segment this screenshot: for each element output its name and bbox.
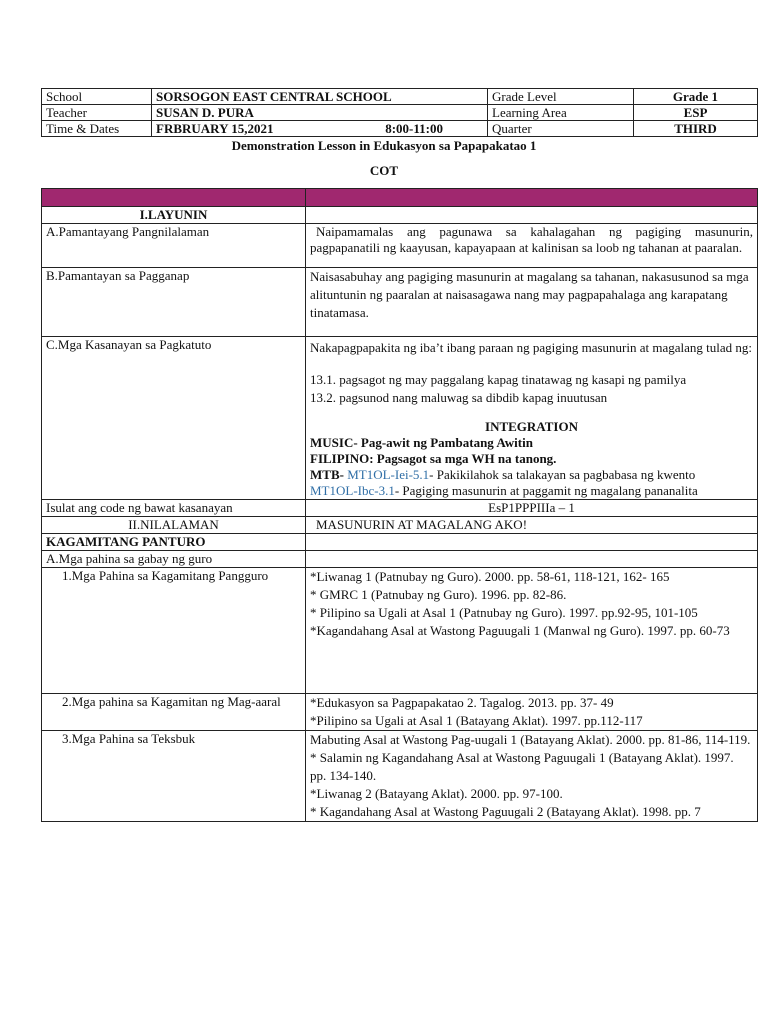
pagganap-label: B.Pamantayan sa Pagganap (42, 268, 306, 337)
teacher-value: SUSAN D. PURA (152, 105, 488, 121)
quarter-value: THIRD (634, 121, 758, 137)
teksbuk-value (306, 731, 758, 822)
header-row-school (42, 89, 758, 105)
row-pangguro (42, 568, 758, 694)
layunin-heading: I.LAYUNIN (42, 207, 306, 224)
mtb-text-2: - Pagiging masunurin at paggamit ng magalang pananalita (394, 483, 698, 498)
integration-title: INTEGRATION (485, 419, 578, 434)
code-value: EsP1PPPIIIa – 1 (306, 500, 758, 517)
purple-cell-right (306, 189, 758, 207)
date-time-cell (152, 121, 488, 137)
row-pamantayang (42, 224, 758, 268)
filipino-integration: FILIPINO: Pagsagot sa mga WH na tanong. (310, 451, 557, 466)
mtb-integration-2 (310, 483, 753, 499)
kagamitan-value (306, 694, 758, 731)
kasanayan-item-2: 13.2. pagsunod nang maluwag sa dibdib kapag inuutusan (310, 390, 608, 405)
code-label: Isulat ang code ng bawat kasanayan (42, 500, 306, 517)
header-row-teacher (42, 105, 758, 121)
row-nilalaman (42, 517, 758, 534)
pangguro-label: 1.Mga Pahina sa Kagamitang Pangguro (42, 568, 306, 694)
mtb-label: MTB- (310, 467, 344, 482)
row-code (42, 500, 758, 517)
teacher-label: Teacher (42, 105, 152, 121)
row-gabay (42, 551, 758, 568)
row-teksbuk (42, 731, 758, 822)
mtb-integration-1 (310, 467, 753, 483)
kasanayan-intro: Nakapagpapakita ng iba’t ibang paraan ng pagiging masunurin at magalang tulad ng: (310, 340, 752, 355)
time-label: Time & Dates (42, 121, 152, 137)
gabay-label: A.Mga pahina sa gabay ng guro (42, 551, 306, 568)
teksbuk-ref-3: *Liwanag 2 (Batayang Aklat). 2000. pp. 97-100. (310, 786, 563, 801)
school-value: SORSOGON EAST CENTRAL SCHOOL (152, 89, 488, 105)
grade-value: Grade 1 (634, 89, 758, 105)
mtb-code-1: MT1OL-Iei-5.1 (347, 467, 430, 482)
area-value: ESP (634, 105, 758, 121)
row-kagamitan-heading (42, 534, 758, 551)
kagamitan-heading: KAGAMITANG PANTURO (42, 534, 306, 551)
nilalaman-label: II.NILALAMAN (42, 517, 306, 534)
pagganap-text: Naisasabuhay ang pagiging masunurin at magalang sa tahanan, nakasusunod sa mga alituntunin ng paaralan at naisasagawa nang may pagpapahalaga ang karapatang tinatamasa. (310, 269, 749, 320)
grade-label: Grade Level (488, 89, 634, 105)
pangguro-ref-3: * Pilipino sa Ugali at Asal 1 (Patnubay ng Guro). 1997. pp.92-95, 101-105 (310, 605, 698, 620)
purple-cell-left (42, 189, 306, 207)
pangguro-ref-2: * GMRC 1 (Patnubay ng Guro). 1996. pp. 82-86. (310, 587, 567, 602)
document-title: Demonstration Lesson in Edukasyon sa Papapakatao 1 (231, 138, 537, 153)
document-subtitle: COT (369, 163, 399, 178)
row-pagganap (42, 268, 758, 337)
row-kagamitan-mag-aaral (42, 694, 758, 731)
kasanayan-value (306, 337, 758, 500)
area-label: Learning Area (488, 105, 634, 121)
time-value: 8:00-11:00 (385, 121, 443, 136)
school-label: School (42, 89, 152, 105)
pamantayang-label: A.Pamantayang Pangnilalaman (42, 224, 306, 268)
kasanayan-item-1: 13.1. pagsagot ng may paggalang kapag tinatawag ng kasapi ng pamilya (310, 372, 687, 387)
pamantayang-value: Naipamamalas ang pagunawa sa kahalagahan ng pagiging masunurin, pagpapanatili ng kaayusan, kapayapaan at kalinisan sa loob ng tahanan at paaralan. (306, 224, 758, 268)
nilalaman-value: MASUNURIN AT MAGALANG AKO! (306, 517, 758, 534)
pangguro-value (306, 568, 758, 694)
header-row-time (42, 121, 758, 137)
mtb-text-1: - Pakikilahok sa talakayan sa pagbabasa ng kwento (429, 467, 696, 482)
kagamitan-ref-2: *Pilipino sa Ugali at Asal 1 (Batayang Aklat). 1997. pp.112-117 (310, 713, 643, 728)
music-integration: MUSIC- Pag-awit ng Pambatang Awitin (310, 435, 533, 450)
pangguro-ref-4: *Kagandahang Asal at Wastong Paguugali 1 (Manwal ng Guro). 1997. pp. 60-73 (310, 623, 730, 638)
pangguro-ref-1: *Liwanag 1 (Patnubay ng Guro). 2000. pp. 58-61, 118-121, 162- 165 (310, 569, 670, 584)
teksbuk-label: 3.Mga Pahina sa Teksbuk (42, 731, 306, 822)
kagamitan-ref-1: *Edukasyon sa Pagpapakatao 2. Tagalog. 2013. pp. 37- 49 (310, 695, 614, 710)
row-layunin (42, 207, 758, 224)
mtb-code-2: MT1OL-Ibc-3.1 (310, 483, 395, 498)
lesson-table (41, 188, 758, 822)
kasanayan-label: C.Mga Kasanayan sa Pagkatuto (42, 337, 306, 500)
teksbuk-ref-4: * Kagandahang Asal at Wastong Paguugali 2 (Batayang Aklat). 1998. pp. 7 (310, 804, 701, 819)
kagamitan-label: 2.Mga pahina sa Kagamitan ng Mag-aaral (42, 694, 306, 731)
teksbuk-ref-2: * Salamin ng Kagandahang Asal at Wastong Paguugali 1 (Batayang Aklat). 1997. pp. 134-140. (310, 750, 734, 783)
row-kasanayan (42, 337, 758, 500)
quarter-label: Quarter (488, 121, 634, 137)
purple-header-row (42, 189, 758, 207)
pagganap-value (306, 268, 758, 337)
header-table (41, 88, 758, 137)
date-value: FRBRUARY 15,2021 (156, 121, 274, 136)
teksbuk-ref-1: Mabuting Asal at Wastong Pag-uugali 1 (Batayang Aklat). 2000. pp. 81-86, 114-119. (310, 732, 751, 747)
